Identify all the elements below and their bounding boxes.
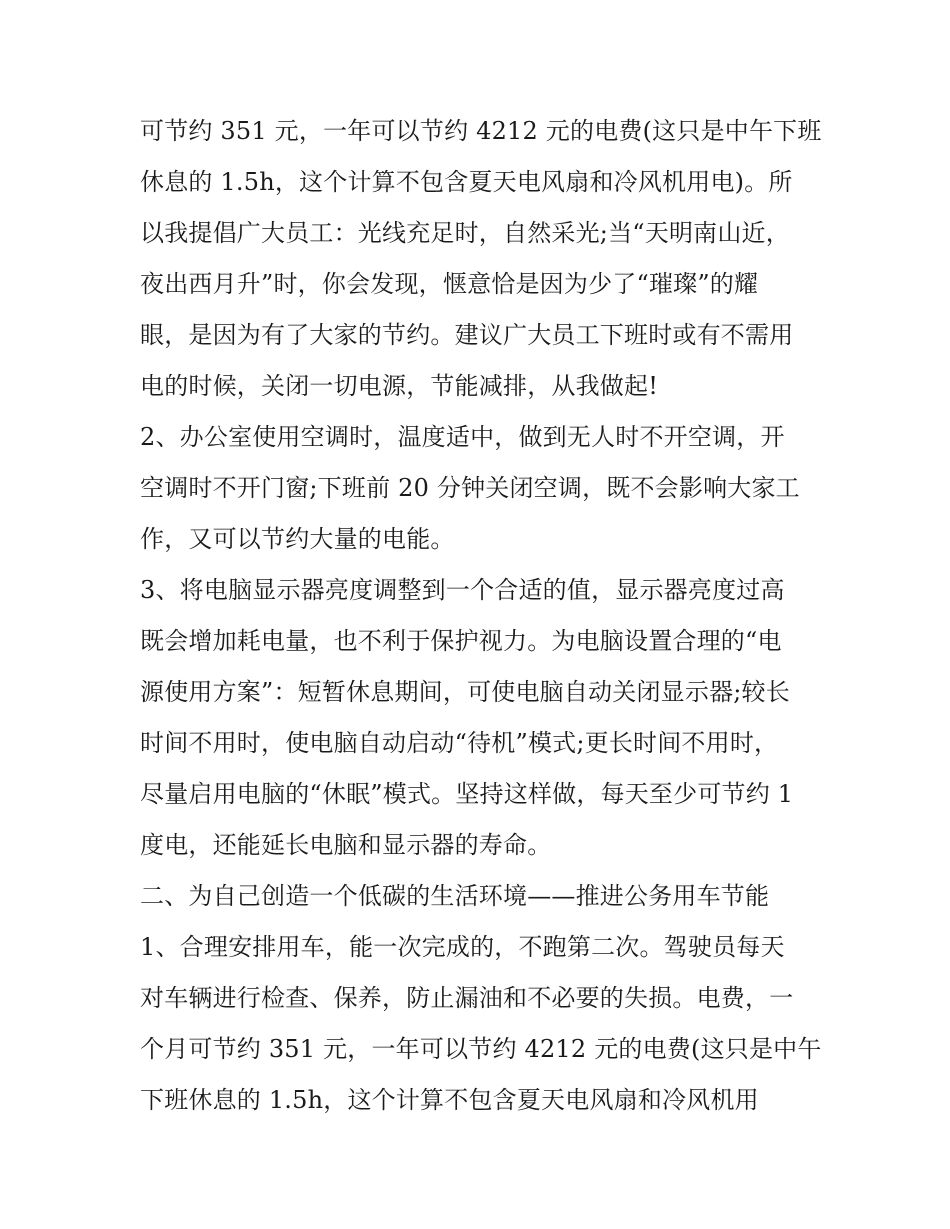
text-line: 电的时候，关闭一切电源，节能减排，从我做起!: [140, 372, 659, 400]
text-line: 夜出西月升”时，你会发现，惬意恰是因为少了“璀璨”的耀: [140, 270, 759, 298]
text-line: 度电，还能延长电脑和显示器的寿命。: [140, 831, 552, 859]
text-line: 休息的 1.5h，这个计算不包含夏天电风扇和冷风机用电)。所: [140, 168, 793, 196]
text-line: 眼，是因为有了大家的节约。建议广大员工下班时或有不需用: [140, 321, 794, 349]
text-line: 以我提倡广大员工：光线充足时，自然采光;当“天明南山近，: [140, 219, 790, 247]
text-line: 下班休息的 1.5h，这个计算不包含夏天电风扇和冷风机用: [140, 1086, 759, 1114]
text-line: 作，又可以节约大量的电能。: [140, 525, 455, 553]
text-line: 1、合理安排用车，能一次完成的，不跑第二次。驾驶员每天: [140, 933, 785, 961]
text-line: 源使用方案”：短暂休息期间，可使电脑自动关闭显示器;较长: [140, 678, 790, 706]
text-line: 3、将电脑显示器亮度调整到一个合适的值，显示器亮度过高: [140, 576, 785, 604]
text-line: 对车辆进行检查、保养，防止漏油和不必要的失损。电费，一: [140, 984, 794, 1012]
document-body: [140, 106, 820, 1126]
text-line: 2、办公室使用空调时，温度适中，做到无人时不开空调，开: [140, 423, 785, 451]
text-line: 时间不用时，使电脑自动启动“待机”模式;更长时间不用时，: [140, 729, 779, 757]
text-line: 个月可节约 351 元，一年可以节约 4212 元的电费(这只是中午: [140, 1035, 822, 1063]
text-line: 可节约 351 元，一年可以节约 4212 元的电费(这只是中午下班: [140, 117, 822, 145]
text-line: 尽量启用电脑的“休眠”模式。坚持这样做，每天至少可节约 1: [140, 780, 794, 808]
section-heading: 二、为自己创造一个低碳的生活环境——推进公务用车节能: [140, 882, 770, 910]
text-line: 空调时不开门窗;下班前 20 分钟关闭空调，既不会影响大家工: [140, 474, 800, 502]
text-line: 既会增加耗电量，也不利于保护视力。为电脑设置合理的“电: [140, 627, 782, 655]
